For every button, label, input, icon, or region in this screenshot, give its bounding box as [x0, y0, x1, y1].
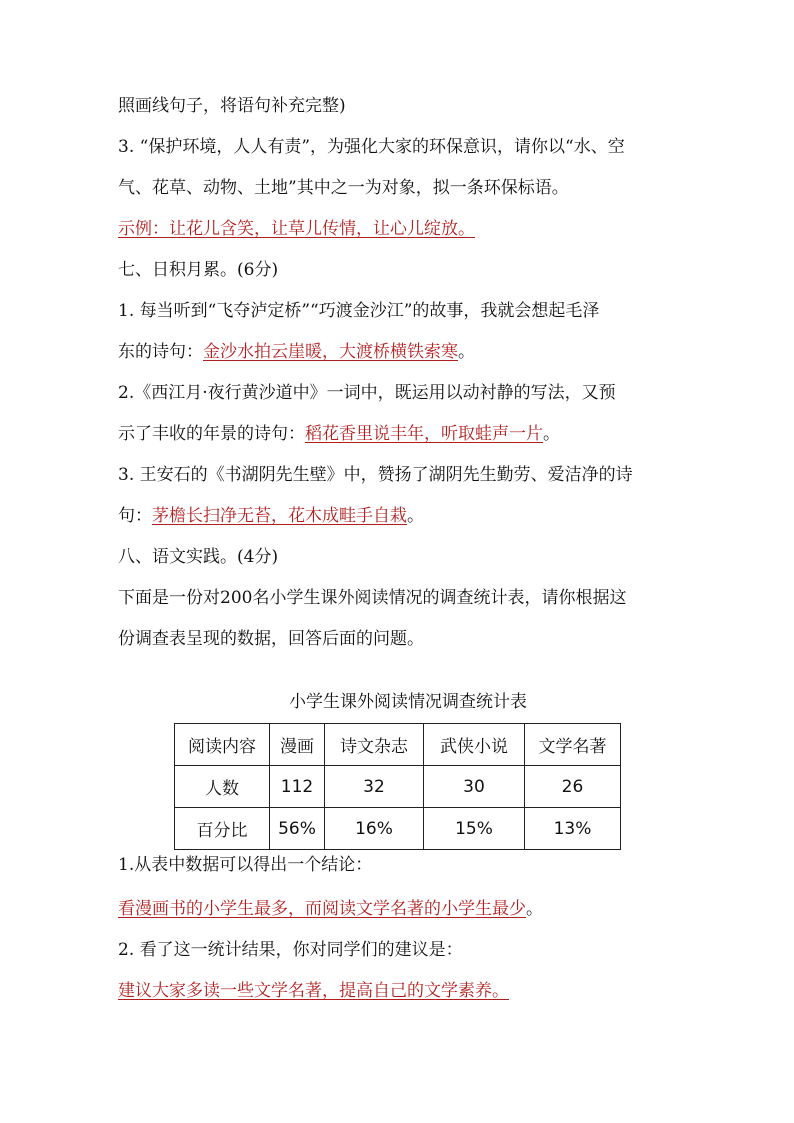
answer-poem-2: 稻花香里说丰年，听取蛙声一片 [305, 424, 543, 444]
answer-line [118, 899, 543, 919]
table-cell: 百分比 [175, 808, 270, 850]
question-line: 1.从表中数据可以得出一个结论： [118, 855, 373, 875]
text-line: 下面是一份对200名小学生课外阅读情况的调查统计表，请你根据这 [118, 588, 627, 608]
answer-poem-1: 金沙水拍云崖暖，大渡桥横铁索寒 [203, 342, 458, 362]
text-line: 照画线句子，将语句补充完整) [118, 96, 346, 116]
table-cell: 阅读内容 [175, 724, 270, 766]
answer-poem-3: 茅檐长扫净无苔，花木成畦手自栽 [152, 506, 407, 526]
answer-slogan: 示例：让花儿含笑，让草儿传情，让心儿绽放。 [118, 219, 475, 239]
answer-line [118, 506, 424, 526]
section-seven-heading: 七、日积月累。(6分) [118, 260, 279, 280]
question-line: 2.《西江月·夜行黄沙道中》一词中，既运用以动衬静的写法，又预 [118, 383, 616, 403]
answer-line [118, 424, 560, 444]
section-eight-heading: 八、语文实践。(4分) [118, 547, 279, 567]
text-prefix: 示了丰收的年景的诗句： [118, 424, 305, 444]
table-caption: 小学生课外阅读情况调查统计表 [289, 692, 527, 712]
table-cell: 文学名著 [525, 724, 621, 766]
table-row [175, 766, 621, 808]
table-cell: 诗文杂志 [325, 724, 424, 766]
text-suffix: 。 [526, 899, 543, 919]
question-line: 3. 王安石的《书湖阴先生壁》中，赞扬了湖阴先生勤劳、爱洁净的诗 [118, 465, 633, 485]
question-line: 2. 看了这一统计结果，你对同学们的建议是： [118, 940, 463, 960]
text-prefix: 东的诗句： [118, 342, 203, 362]
table-cell: 武侠小说 [424, 724, 525, 766]
table-cell: 56% [270, 808, 325, 850]
text-line: 气、花草、动物、土地”其中之一为对象，拟一条环保标语。 [118, 178, 569, 198]
reading-survey-table [174, 723, 621, 850]
table-cell: 112 [270, 766, 325, 808]
table-cell: 16% [325, 808, 424, 850]
answer-suggestion: 建议大家多读一些文学名著，提高自己的文学素养。 [118, 981, 509, 1001]
text-suffix: 。 [458, 342, 475, 362]
table-cell: 30 [424, 766, 525, 808]
table-cell: 13% [525, 808, 621, 850]
table-cell: 32 [325, 766, 424, 808]
text-suffix: 。 [543, 424, 560, 444]
answer-line [118, 342, 475, 362]
question-3-line: 3. “保护环境，人人有责”，为强化大家的环保意识，请你以“水、空 [118, 137, 625, 157]
table-header-row [175, 724, 621, 766]
table-cell: 人数 [175, 766, 270, 808]
table-cell: 漫画 [270, 724, 325, 766]
table-cell: 26 [525, 766, 621, 808]
table-row [175, 808, 621, 850]
answer-conclusion: 看漫画书的小学生最多，而阅读文学名著的小学生最少 [118, 899, 526, 919]
question-line: 1. 每当听到“飞夺泸定桥”“巧渡金沙江”的故事，我就会想起毛泽 [118, 301, 600, 321]
table-cell: 15% [424, 808, 525, 850]
text-suffix: 。 [407, 506, 424, 526]
text-prefix: 句： [118, 506, 152, 526]
text-line: 份调查表呈现的数据，回答后面的问题。 [118, 629, 424, 649]
